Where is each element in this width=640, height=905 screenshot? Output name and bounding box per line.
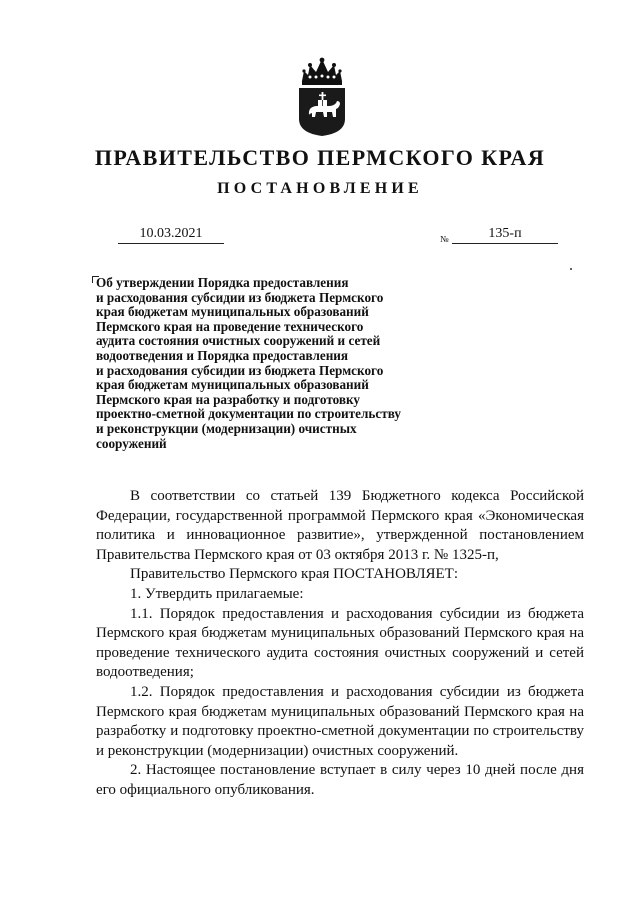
subject-line: Пермского края на разработку и подготовку: [96, 391, 361, 407]
item-2: 2. Настоящее постановление вступает в силу через 10 дней после дня его официального опубликования.: [96, 762, 584, 798]
subject-line: края бюджетам муниципальных образований: [96, 304, 369, 320]
document-date: 10.03.2021: [118, 226, 224, 244]
subject-line: Об утверждении Порядка предоставления: [96, 275, 349, 290]
subject-line: и расходования субсидии из бюджета Пермского: [96, 362, 384, 378]
subject-line: аудита состояния очистных сооружений и сетей: [96, 333, 381, 349]
subject-line: и расходования субсидии из бюджета Пермского: [96, 289, 384, 305]
document-subject: [96, 276, 476, 451]
subject-line: края бюджетам муниципальных образований: [96, 377, 369, 393]
resolves-paragraph: Правительство Пермского края ПОСТАНОВЛЯЕТ:: [130, 566, 459, 583]
subject-line: водоотведения и Порядка предоставления: [96, 347, 349, 363]
number-label: №: [440, 234, 449, 244]
scan-dot: [570, 268, 572, 270]
item-1-1: 1.1. Порядок предоставления и расходования субсидии из бюджета Пермского края бюджетам муниципальных образований Пермского края на проведение технического аудита состояния очистных сооружений и сетей водоотведения;: [96, 605, 584, 681]
government-name: ПРАВИТЕЛЬСТВО ПЕРМСКОГО КРАЯ: [94, 145, 546, 170]
document-number: 135-п: [452, 226, 558, 244]
subject-line: проектно-сметной документации по строительству: [96, 406, 401, 422]
subject-line: сооружений: [96, 435, 167, 451]
document-body: [96, 487, 584, 801]
preamble-paragraph: В соответствии со статьей 139 Бюджетного кодекса Российской Федерации, государственной программой Пермского края «Экономическая политика и инновационное развитие», утвержденной постановлением Правительства Пермского края от 03 октября 2013 г. № 1325-п,: [96, 488, 584, 563]
coat-of-arms-icon: [296, 55, 348, 137]
item-1: 1. Утвердить прилагаемые:: [130, 585, 304, 602]
subject-line: и реконструкции (модернизации) очистных: [96, 420, 357, 436]
document-type: ПОСТАНОВЛЕНИЕ: [217, 180, 423, 197]
item-1-2: 1.2. Порядок предоставления и расходования субсидии из бюджета Пермского края бюджетам муниципальных образований Пермского края на разработку и подготовку проектно-сметной документации по строительству и реконструкции (модернизации) очистных сооружений.: [96, 683, 584, 759]
subject-line: Пермского края на проведение технического: [96, 318, 364, 334]
